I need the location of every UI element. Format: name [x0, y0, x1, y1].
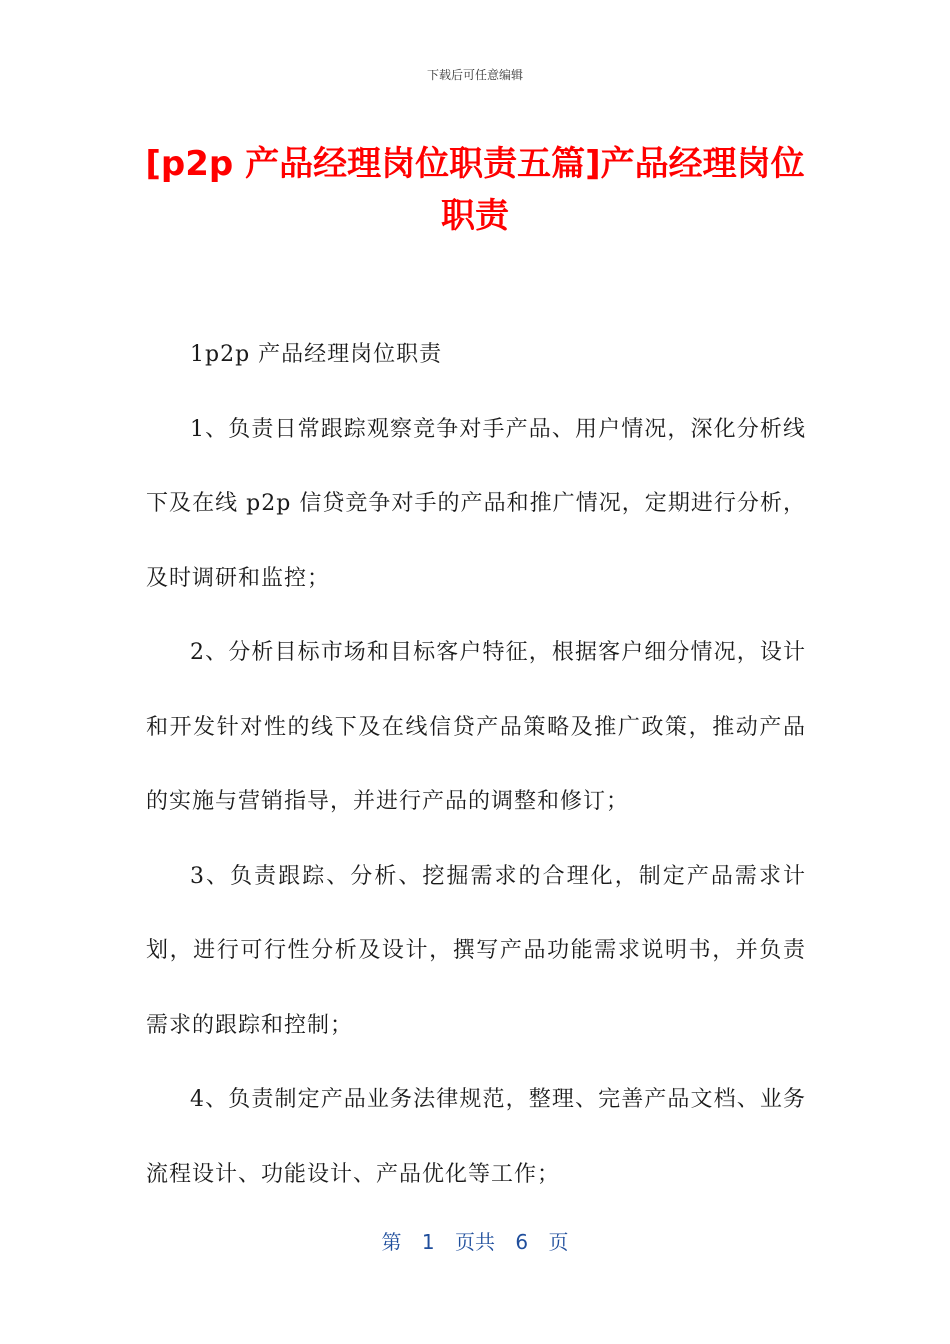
- total-pages-number: 6: [515, 1230, 529, 1254]
- document-body: [146, 318, 806, 1212]
- duty-item-4: 4、负责制定产品业务法律规范，整理、完善产品文档、业务流程设计、功能设计、产品优化等工作；: [146, 1087, 806, 1187]
- header-note: 下载后可任意编辑: [426, 68, 523, 82]
- page-label-mid: 页共: [455, 1230, 495, 1254]
- duty-item-1: 1、负责日常跟踪观察竞争对手产品、用户情况，深化分析线下及在线 p2p 信贷竞争对手的产品和推广情况，定期进行分析，及时调研和监控；: [146, 416, 806, 591]
- page-footer: [0, 1226, 950, 1255]
- page-label-suffix: 页: [548, 1230, 569, 1254]
- duty-item-2: 2、分析目标市场和目标客户特征，根据客户细分情况，设计和开发针对性的线下及在线信贷产品策略及推广政策，推动产品的实施与营销指导，并进行产品的调整和修订；: [146, 640, 806, 814]
- current-page-number: 1: [421, 1230, 435, 1254]
- duty-item-3: 3、负责跟踪、分析、挖掘需求的合理化，制定产品需求计划，进行可行性分析及设计，撰写产品功能需求说明书，并负责需求的跟踪和控制；: [146, 863, 806, 1038]
- section-heading: 1p2p 产品经理岗位职责: [190, 342, 443, 367]
- document-title: [p2p 产品经理岗位职责五篇]产品经理岗位职责: [145, 144, 805, 236]
- page-label-prefix: 第: [381, 1230, 402, 1254]
